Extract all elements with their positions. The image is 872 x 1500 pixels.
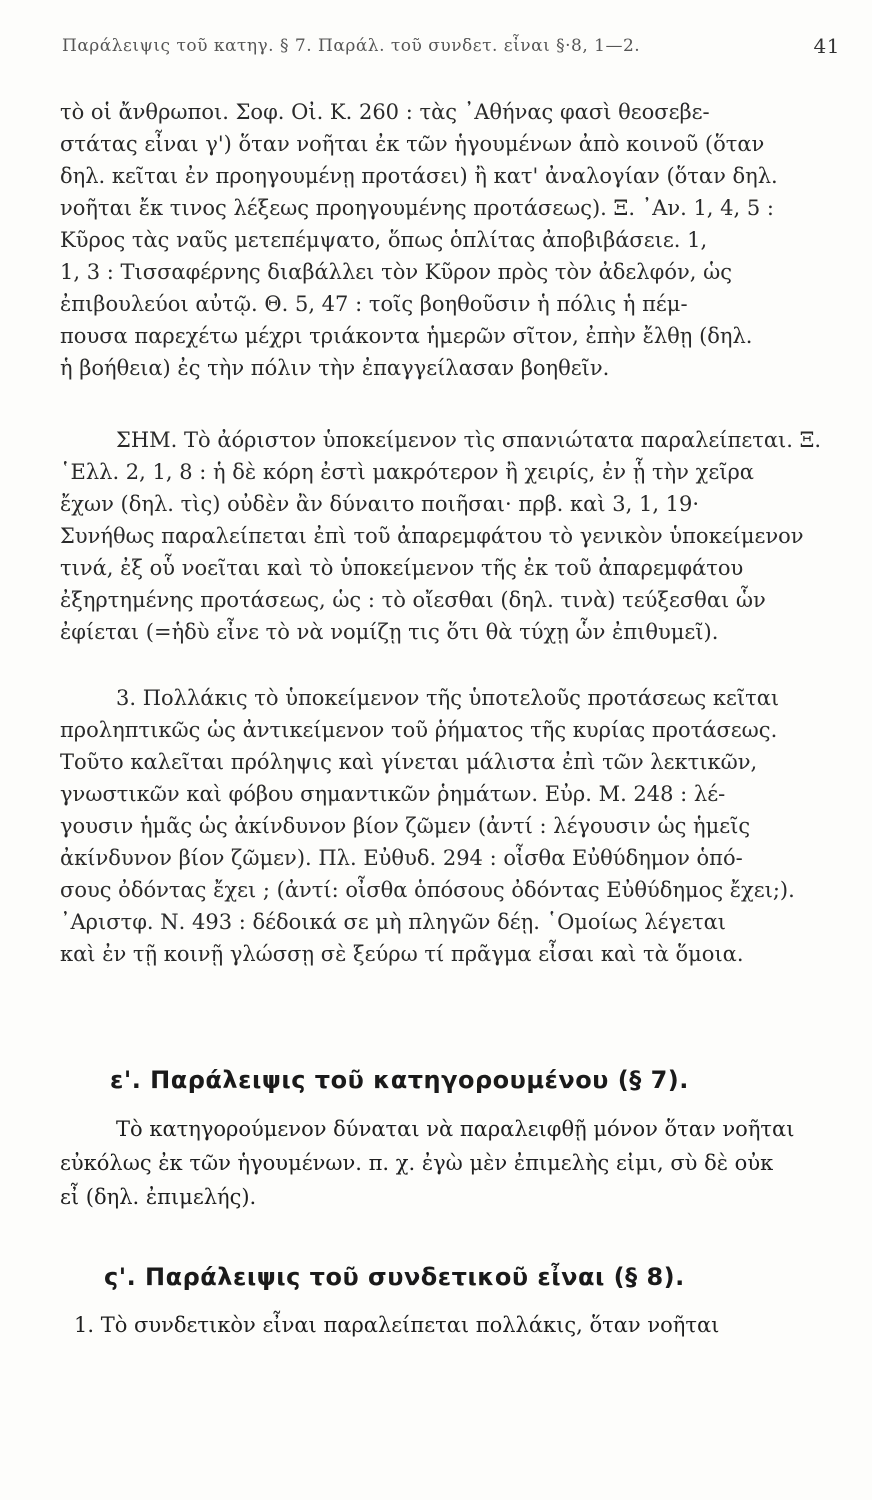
text-line: γνωστικῶν καὶ φόβου σημαντικῶν ῥημάτων. Εὐρ. Μ. 248 : λέ- <box>60 782 726 806</box>
text-line: ἐξηρτημένης προτάσεως, ὡς : τὸ οἴεσθαι (δηλ. τινὰ) τεύξεσθαι ὧν <box>60 588 766 612</box>
text-line: τὸ οἱ ἄνθρωποι. Σοφ. Οἰ. Κ. 260 : τὰς ᾿Αθήνας φασὶ θεοσεβε- <box>60 100 710 124</box>
text-line: ᾿Αριστφ. Ν. 493 : δέδοικά σε μὴ πληγῶν δέῃ. ῾Ομοίως λέγεται <box>60 910 727 934</box>
text-line: 1, 3 : Τισσαφέρνης διαβάλλει τὸν Κῦρον πρὸς τὸν ἀδελφόν, ὡς <box>60 260 732 284</box>
paragraph-block-4 <box>60 1112 850 1214</box>
running-head <box>62 36 840 56</box>
text-line: ἡ βοήθεια) ἐς τὴν πόλιν τὴν ἐπαγγείλασαν βοηθεῖν. <box>60 356 610 380</box>
text-line: στάτας εἶναι γ') ὅταν νοῆται ἐκ τῶν ἡγουμένων ἀπὸ κοινοῦ (ὅταν <box>60 132 765 156</box>
text-line: καὶ ἐν τῇ κοινῇ γλώσσῃ σὲ ξεύρω τί πρᾶγμα εἶσαι καὶ τὰ ὅμοια. <box>60 942 744 966</box>
text-line: Συνήθως παραλείπεται ἐπὶ τοῦ ἀπαρεμφάτου τὸ γενικὸν ὑποκείμενον <box>60 524 804 548</box>
text-line: νοῆται ἔκ τινος λέξεως προηγουμένης προτάσεως). Ξ. ᾿Αν. 1, 4, 5 : <box>60 196 774 220</box>
text-line: γουσιν ἡμᾶς ὡς ἀκίνδυνον βίον ζῶμεν (ἀντί : λέγουσιν ὡς ἡμεῖς <box>60 814 751 838</box>
running-head-text: Παράλειψις τοῦ κατηγ. § 7. Παράλ. τοῦ συνδετ. εἶναι §·8, 1—2. <box>62 36 641 56</box>
text-line: ΣΗΜ. Τὸ ἀόριστον ὑποκείμενον τὶς σπανιώτατα παραλείπεται. Ξ. <box>116 428 822 452</box>
text-line: τινά, ἐξ οὗ νοεῖται καὶ τὸ ὑποκείμενον τῆς ἐκ τοῦ ἀπαρεμφάτου <box>60 556 744 580</box>
text-line: 1. Τὸ συνδετικὸν εἶναι παραλείπεται πολλάκις, ὅταν νοῆται <box>74 1313 720 1337</box>
text-line: εὐκόλως ἐκ τῶν ἡγουμένων. π. χ. ἐγὼ μὲν ἐπιμελὴς εἰμι, σὺ δὲ οὐκ <box>60 1151 774 1175</box>
text-line: εἶ (δηλ. ἐπιμελής). <box>60 1185 257 1209</box>
text-line: δηλ. κεῖται ἐν προηγουμένῃ προτάσει) ἢ κατ' ἀναλογίαν (ὅταν δηλ. <box>60 164 778 188</box>
text-line: ἀκίνδυνον βίον ζῶμεν). Πλ. Εὐθυδ. 294 : οἶσθα Εὐθύδημον ὁπό- <box>60 846 743 870</box>
page-number: 41 <box>813 34 840 58</box>
note-block <box>60 424 850 648</box>
text-line: 3. Πολλάκις τὸ ὑποκείμενον τῆς ὑποτελοῦς προτάσεως κεῖται <box>116 686 780 710</box>
text-line: προληπτικῶς ὡς ἀντικείμενον τοῦ ῥήματος τῆς κυρίας προτάσεως. <box>60 718 778 742</box>
text-line: ἐπιβουλεύοι αὐτῷ. Θ. 5, 47 : τοῖς βοηθοῦσιν ἡ πόλις ἡ πέμ- <box>60 292 688 316</box>
text-line: ἔχων (δηλ. τὶς) οὐδὲν ἂν δύναιτο ποιῆσαι· πρβ. καὶ 3, 1, 19· <box>60 492 700 516</box>
paragraph-block-5 <box>60 1308 850 1342</box>
text-line: Τοῦτο καλεῖται πρόληψις καὶ γίνεται μάλιστα ἐπὶ τῶν λεκτικῶν, <box>60 750 758 774</box>
text-line: πουσα παρεχέτω μέχρι τριάκοντα ἡμερῶν σῖτον, ἐπὴν ἔλθῃ (δηλ. <box>60 324 753 348</box>
section-heading-st: ς'. Παράλειψις τοῦ συνδετικοῦ εἶναι (§ 8). <box>104 1263 685 1291</box>
text-line: Κῦρος τὰς ναῦς μετεπέμψατο, ὅπως ὁπλίτας ἀποβιβάσειε. 1, <box>60 228 708 252</box>
section-heading-e: ε'. Παράλειψις τοῦ κατηγορουμένου (§ 7). <box>110 1066 689 1094</box>
text-line: Τὸ κατηγορούμενον δύναται νὰ παραλειφθῇ μόνον ὅταν νοῆται <box>116 1117 795 1141</box>
paragraph-block-1 <box>60 96 850 384</box>
text-line: ἐφίεται (=ἡδὺ εἶνε τὸ νὰ νομίζῃ τις ὅτι θὰ τύχῃ ὧν ἐπιθυμεῖ). <box>60 620 719 644</box>
paragraph-block-3 <box>60 682 850 970</box>
text-line: σους ὀδόντας ἔχει ; (ἀντί: οἶσθα ὁπόσους ὀδόντας Εὐθύδημος ἔχει;). <box>60 878 795 902</box>
text-line: ῾Ελλ. 2, 1, 8 : ἡ δὲ κόρη ἐστὶ μακρότερον ἢ χειρίς, ἐν ᾗ τὴν χεῖρα <box>60 460 754 484</box>
